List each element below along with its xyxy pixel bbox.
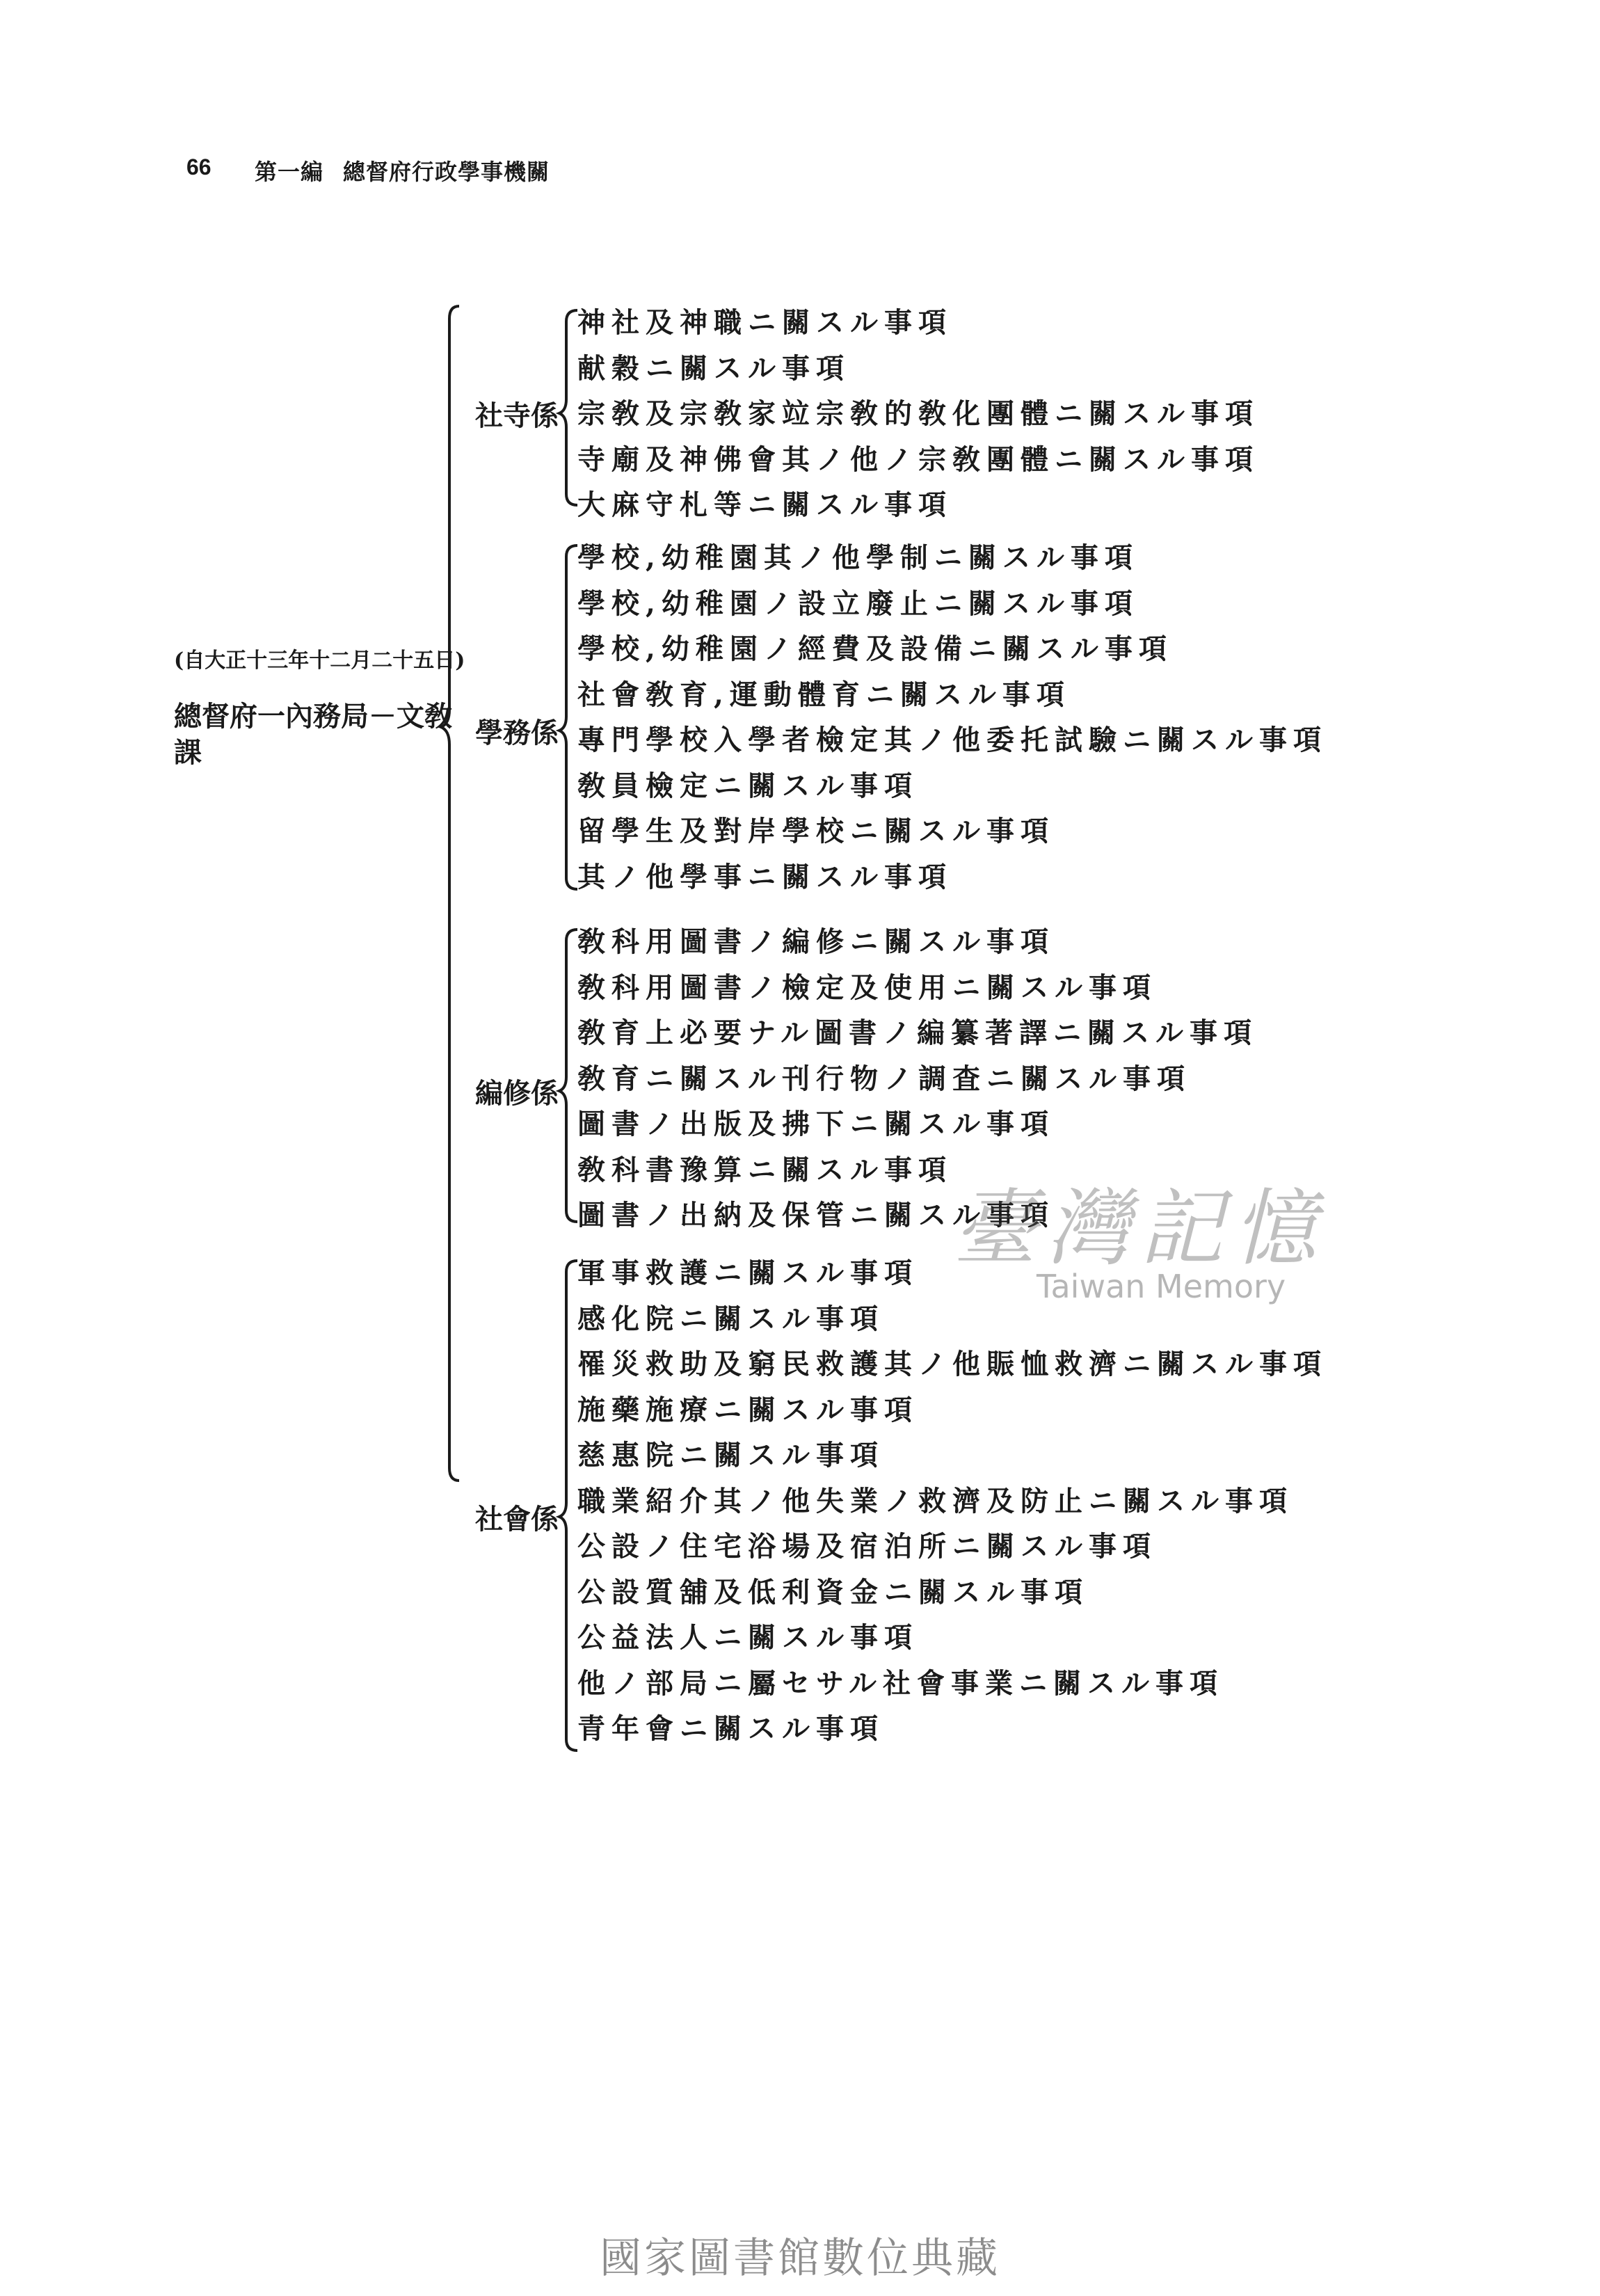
section-label: 社寺係: [475, 399, 559, 432]
duty-item: 公設質舖及低利資金ニ關スル事項: [577, 1576, 1089, 1609]
duty-item: 社會敎育,運動體育ニ關スル事項: [577, 678, 1071, 711]
bracket-gakumu: [559, 545, 577, 889]
duty-item: 敎育上必要ナル圖書ノ編纂著譯ニ關スル事項: [577, 1017, 1258, 1049]
duty-item: 公設ノ住宅浴場及宿泊所ニ關スル事項: [577, 1530, 1157, 1563]
duty-item: 其ノ他學事ニ關スル事項: [577, 861, 952, 893]
duty-item: 敎科書豫算ニ關スル事項: [577, 1154, 952, 1186]
duty-item: 罹災救助及窮民救護其ノ他賑恤救濟ニ關スル事項: [577, 1348, 1327, 1380]
duty-item: 圖書ノ出版及拂下ニ關スル事項: [577, 1108, 1055, 1140]
duty-item: 敎員檢定ニ關スル事項: [577, 770, 918, 802]
duty-item: 敎育ニ關スル刊行物ノ調査ニ關スル事項: [577, 1062, 1191, 1095]
duty-item: 他ノ部局ニ屬セサル社會事業ニ關スル事項: [577, 1667, 1224, 1700]
section-label: 編修係: [475, 1077, 559, 1110]
footer-credit: 國家圖書館數位典藏: [600, 2234, 1000, 2283]
duty-item: 慈惠院ニ關スル事項: [577, 1439, 884, 1472]
watermark-logo: 臺灣記憶: [953, 1181, 1326, 1277]
section-label: 學務係: [475, 717, 559, 749]
duty-item: 感化院ニ關スル事項: [577, 1302, 884, 1335]
duty-item: 青年會ニ關スル事項: [577, 1712, 884, 1745]
duty-item: 公益法人ニ關スル事項: [577, 1621, 918, 1654]
bracket-shakai: [559, 1261, 577, 1751]
duty-item: 圖書ノ出納及保管ニ關スル事項: [577, 1199, 1055, 1231]
duty-item: 學校,幼稚園ノ經費及設備ニ關スル事項: [577, 632, 1173, 665]
duty-item: 專門學校入學者檢定其ノ他委托試驗ニ關スル事項: [577, 724, 1327, 756]
page-number: 66: [186, 154, 211, 180]
duty-item: 大麻守札等ニ關スル事項: [577, 488, 952, 521]
duty-item: 宗敎及宗敎家竝宗敎的敎化團體ニ關スル事項: [577, 397, 1259, 430]
duty-item: 施藥施療ニ關スル事項: [577, 1394, 918, 1426]
bureau-name: 總督府一內務局－文敎課: [174, 700, 452, 769]
bracket-henshu: [559, 930, 577, 1222]
section-title: 總督府行政學事機關: [343, 159, 550, 185]
duty-item: 留學生及對岸學校ニ關スル事項: [577, 815, 1055, 847]
duty-item: 敎科用圖書ノ檢定及使用ニ關スル事項: [577, 971, 1157, 1004]
main-bracket: [441, 306, 459, 1481]
duty-item: 軍事救護ニ關スル事項: [577, 1257, 918, 1289]
duty-item: 寺廟及神佛會其ノ他ノ宗敎團體ニ關スル事項: [577, 443, 1259, 476]
duty-item: 献穀ニ關スル事項: [577, 352, 850, 385]
duty-item: 神社及神職ニ關スル事項: [577, 306, 952, 339]
bureau-date-note: (自大正十三年十二月二十五日): [174, 648, 465, 673]
duty-item: 學校,幼稚園其ノ他學制ニ關スル事項: [577, 541, 1139, 574]
bracket-shaji: [559, 310, 577, 505]
duty-item: 學校,幼稚園ノ設立廢止ニ關スル事項: [577, 587, 1139, 620]
watermark-english: Taiwan Memory: [1037, 1268, 1286, 1305]
part-label: 第一編: [255, 159, 324, 185]
duty-item: 敎科用圖書ノ編修ニ關スル事項: [577, 925, 1055, 958]
duty-item: 職業紹介其ノ他失業ノ救濟及防止ニ關スル事項: [577, 1485, 1293, 1517]
section-label: 社會係: [475, 1503, 559, 1536]
